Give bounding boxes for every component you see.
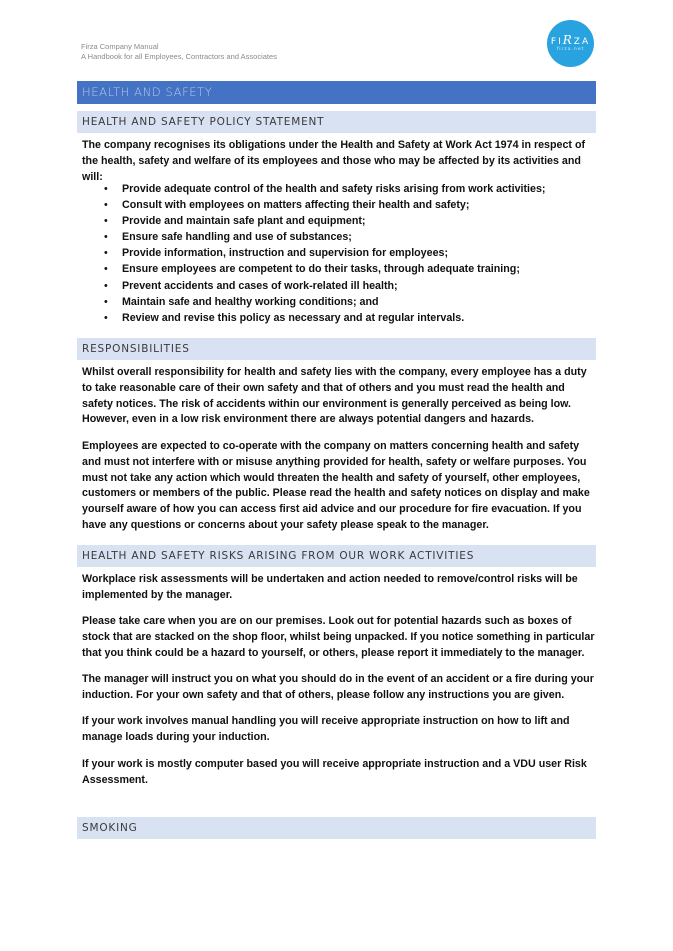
- policy-intro: The company recognises its obligations under the Health and Safety at Work Act 1974 in respect of the health, safety and welfare of its employees and those who may be affected by its activities and will:: [82, 139, 586, 183]
- manual-title: Firza Company Manual: [81, 42, 159, 51]
- list-item: [82, 181, 597, 197]
- logo-brand: [550, 32, 591, 47]
- list-item-text: Review and revise this policy as necessary and at regular intervals.: [122, 311, 465, 324]
- bullet-icon: •: [104, 183, 108, 195]
- logo-subtext: firza.net: [556, 46, 585, 52]
- bullet-icon: •: [104, 199, 108, 212]
- bullet-icon: •: [104, 247, 108, 260]
- section-title-bar: HEALTH AND SAFETY: [77, 81, 596, 104]
- risks-paragraph: Please take care when you are on our premises. Look out for potential hazards such as boxes of stock that are stacked on the shop floor, whilst being unpacked. If you notice something in particular that you think could be a hazard to yourself, or others, please report it immediately to the manager.: [82, 615, 595, 659]
- bullet-icon: •: [104, 231, 108, 244]
- list-item: [82, 310, 597, 326]
- list-item: [82, 229, 597, 245]
- list-item: [82, 294, 597, 310]
- list-item-text: Maintain safe and healthy working conditions; and: [122, 295, 379, 308]
- responsibilities-heading: RESPONSIBILITIES: [77, 338, 596, 360]
- risks-paragraph: Workplace risk assessments will be undertaken and action needed to remove/control risks will be implemented by the manager.: [82, 573, 578, 601]
- list-item-text: Ensure employees are competent to do their tasks, through adequate training;: [122, 263, 520, 276]
- list-item: [82, 245, 597, 261]
- list-item: [82, 261, 597, 277]
- list-item-text: Ensure safe handling and use of substances;: [122, 231, 352, 244]
- list-item-text: Provide information, instruction and supervision for employees;: [122, 247, 449, 260]
- document-header: [81, 42, 277, 62]
- risks-paragraph: If your work involves manual handling you will receive appropriate instruction on how to lift and manage loads during your induction.: [82, 715, 570, 743]
- list-item: [82, 278, 597, 294]
- logo-brand-r: R: [562, 32, 574, 47]
- risks-paragraph: The manager will instruct you on what you should do in the event of an accident or a fire during your induction. For your own safety and that of others, please follow any instructions you are given.: [82, 673, 594, 701]
- bullet-icon: •: [104, 263, 108, 276]
- policy-list: [82, 181, 597, 326]
- list-item-text: Prevent accidents and cases of work-related ill health;: [122, 279, 398, 292]
- manual-subtitle: A Handbook for all Employees, Contractors and Associates: [81, 52, 277, 61]
- risks-heading: HEALTH AND SAFETY RISKS ARISING FROM OUR WORK ACTIVITIES: [77, 545, 596, 567]
- risks-paragraph: If your work is mostly computer based you will receive appropriate instruction and a VDU user Risk Assessment.: [82, 758, 587, 786]
- list-item-text: Consult with employees on matters affecting their health and safety;: [122, 199, 470, 212]
- responsibilities-paragraph: Employees are expected to co-operate with the company on matters concerning health and safety and must not interfere with or misuse anything provided for health, safety or welfare purposes. You must not take any action which would threaten the health and safety of yourself, other employees, customers or members of the public. Please read the health and safety notices on display and make yourself aware of how you can access first aid advice and our procedure for fire evacuation. If you have any questions or concerns about your safety please speak to the manager.: [82, 440, 590, 531]
- list-item: [82, 197, 597, 213]
- bullet-icon: •: [104, 279, 108, 292]
- bullet-icon: •: [104, 311, 108, 324]
- list-item-text: Provide adequate control of the health and safety risks arising from work activities;: [122, 183, 546, 195]
- smoking-heading: SMOKING: [77, 817, 596, 839]
- list-item: [82, 213, 597, 229]
- list-item-text: Provide and maintain safe plant and equipment;: [122, 215, 366, 228]
- bullet-icon: •: [104, 215, 108, 228]
- responsibilities-paragraph: Whilst overall responsibility for health and safety lies with the company, every employee has a duty to take reasonable care of their own safety and that of others and you must read the health and safety notices. The risk of accidents within our environment is generally perceived as being low. However, even in a low risk environment there are always potential dangers and hazards.: [82, 366, 587, 426]
- bullet-icon: •: [104, 295, 108, 308]
- policy-heading: HEALTH AND SAFETY POLICY STATEMENT: [77, 111, 596, 133]
- logo-brand-right: ZA: [573, 36, 591, 47]
- firza-logo: [547, 20, 594, 67]
- logo-brand-left: FI: [550, 36, 563, 47]
